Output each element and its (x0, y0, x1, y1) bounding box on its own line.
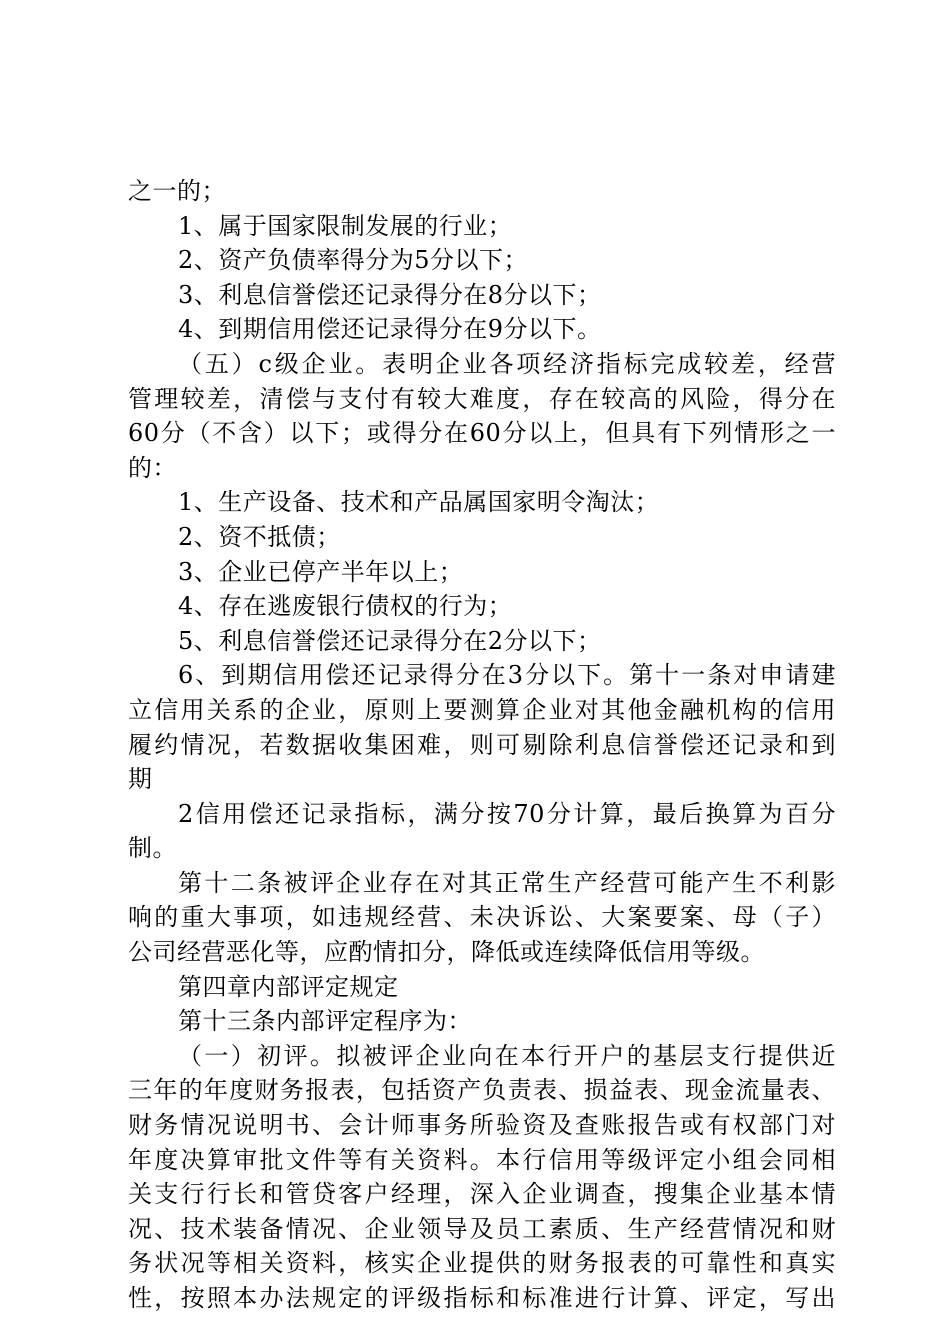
text-line: 制。 (128, 834, 177, 863)
text-line: 管理较差，清偿与支付有较大难度，存在较高的风险，得分在 (128, 384, 836, 413)
text-line: 2、资不抵债； (178, 522, 341, 551)
text-line: （五）c级企业。表明企业各项经济指标完成较差，经营 (178, 349, 836, 378)
text-line: 第四章内部评定规定 (178, 972, 399, 1001)
text-line: 2信用偿还记录指标，满分按70分计算，最后换算为百分 (178, 799, 836, 828)
text-line: 年度决算审批文件等有关资料。本行信用等级评定小组会同相 (128, 1145, 836, 1174)
text-line: 性，按照本办法规定的评级指标和标准进行计算、评定，写出 (128, 1284, 836, 1312)
text-line: 3、利息信誉偿还记录得分在8分以下； (178, 280, 602, 309)
text-line: 财务情况说明书、会计师事务所验资及查账报告或有权部门对 (128, 1111, 836, 1140)
text-line: 关支行行长和管贷客户经理，深入企业调查，搜集企业基本情 (128, 1180, 836, 1209)
text-line: 三年的年度财务报表，包括资产负责表、损益表、现金流量表、 (128, 1076, 836, 1105)
text-line: 之一的； (128, 177, 226, 205)
text-line: 4、到期信用偿还记录得分在9分以下。 (178, 315, 602, 344)
text-line: 公司经营恶化等，应酌情扣分，降低或连续降低信用等级。 (128, 938, 765, 967)
text-line: 3、企业已停产半年以上； (178, 557, 464, 586)
text-line: 务状况等相关资料，核实企业提供的财务报表的可靠性和真实 (128, 1249, 836, 1278)
text-line: 立信用关系的企业，原则上要测算企业对其他金融机构的信用 (128, 695, 836, 724)
text-line: 1、生产设备、技术和产品属国家明令淘汰； (178, 488, 660, 517)
text-line: 况、技术装备情况、企业领导及员工素质、生产经营情况和财 (128, 1214, 836, 1243)
text-line: 1、属于国家限制发展的行业； (178, 211, 513, 240)
text-line: 6、到期信用偿还记录得分在3分以下。第十一条对申请建 (178, 661, 836, 690)
text-line: 60分（不含）以下；或得分在60分以上，但具有下列情形之一 (128, 419, 836, 448)
text-line: 响的重大事项，如违规经营、未决诉讼、大案要案、母（子） (128, 903, 836, 932)
text-line: 4、存在逃废银行债权的行为； (178, 592, 513, 621)
text-line: （一）初评。拟被评企业向在本行开户的基层支行提供近 (178, 1041, 836, 1070)
text-line: 期 (128, 765, 153, 794)
text-line: 第十二条被评企业存在对其正常生产经营可能产生不利影 (178, 868, 836, 897)
text-line: 2、资产负债率得分为5分以下； (178, 246, 529, 275)
text-line: 的： (128, 453, 177, 482)
text-line: 履约情况，若数据收集困难，则可剔除利息信誉偿还记录和到 (128, 730, 836, 759)
document-body (128, 174, 836, 1316)
text-line: 5、利息信誉偿还记录得分在2分以下； (178, 626, 602, 655)
text-line: 第十三条内部评定程序为： (178, 1007, 472, 1036)
